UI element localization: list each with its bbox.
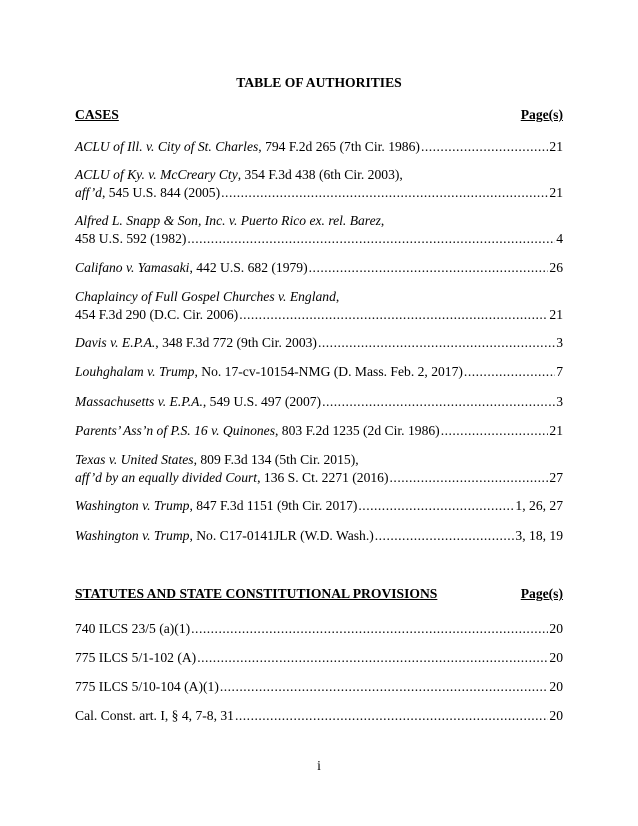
dot-leader (318, 334, 555, 352)
case-citation: , (335, 289, 340, 304)
case-citation: , No. C17-0141JLR (W.D. Wash.) (189, 528, 374, 543)
case-name: Texas v. United States (75, 452, 194, 467)
dot-leader (197, 649, 548, 667)
case-citation-2: , 545 U.S. 844 (2005) (101, 185, 221, 200)
case-page: 4 (556, 231, 563, 246)
statute-entry (75, 678, 563, 696)
case-entry (75, 166, 563, 202)
case-page: 21 (549, 139, 563, 154)
case-name: ACLU of Ill. v. City of St. Charles (75, 139, 259, 154)
case-citation: , 442 U.S. 682 (1979) (189, 260, 308, 275)
case-citation: , (380, 213, 385, 228)
dot-leader (239, 306, 548, 324)
cases-heading: CASES (75, 107, 119, 122)
dot-leader (390, 469, 549, 487)
dot-leader (191, 620, 548, 638)
case-entry (75, 393, 563, 411)
page-number: i (317, 758, 321, 773)
dot-leader (220, 678, 549, 696)
case-name: ACLU of Ky. v. McCreary Cty (75, 167, 238, 182)
case-entry (75, 212, 563, 248)
case-page: 26 (549, 260, 563, 275)
case-page: 3, 18, 19 (515, 528, 563, 543)
dot-leader (421, 138, 548, 156)
case-name: Parents’ Ass’n of P.S. 16 v. Quinones (75, 423, 275, 438)
case-page: 21 (549, 185, 563, 200)
case-entry (75, 138, 563, 156)
case-citation: , 354 F.3d 438 (6th Cir. 2003), (237, 167, 403, 182)
case-name: Alfred L. Snapp & Son, Inc. v. Puerto Rico ex. rel. Barez (75, 213, 381, 228)
statute-page: 20 (549, 708, 563, 723)
case-page: 21 (549, 423, 563, 438)
case-page: 7 (556, 364, 563, 379)
dot-leader (309, 259, 549, 277)
statute-entry (75, 707, 563, 725)
case-citation-2: 454 F.3d 290 (D.C. Cir. 2006) (75, 307, 239, 322)
case-entry (75, 334, 563, 352)
cases-page-label: Page(s) (520, 107, 563, 122)
case-name: Washington v. Trump (75, 528, 190, 543)
case-citation: , 348 F.3d 772 (9th Cir. 2003) (155, 335, 317, 350)
statute-text: 775 ILCS 5/1-102 (A) (75, 650, 197, 665)
case-name: Massachusetts v. E.P.A. (75, 394, 203, 409)
statute-entry (75, 620, 563, 638)
case-entry (75, 422, 563, 440)
dot-leader (441, 422, 549, 440)
statute-text: Cal. Const. art. I, § 4, 7-8, 31 (75, 708, 234, 723)
dot-leader (187, 230, 555, 248)
case-citation: , No. 17-cv-10154-NMG (D. Mass. Feb. 2, 2017) (194, 364, 463, 379)
case-subsequent-history: aff’d (75, 185, 102, 200)
dot-leader (221, 184, 548, 202)
dot-leader (322, 393, 555, 411)
case-entry (75, 451, 563, 487)
cases-heading-row (75, 107, 563, 123)
case-entry (75, 288, 563, 324)
case-citation: , 847 F.3d 1151 (9th Cir. 2017) (189, 498, 358, 513)
statute-entry (75, 649, 563, 667)
dot-leader (235, 707, 548, 725)
case-entry (75, 527, 563, 545)
case-entry (75, 259, 563, 277)
case-name: Louhghalam v. Trump (75, 364, 195, 379)
statutes-heading: STATUTES AND STATE CONSTITUTIONAL PROVISIONS (75, 586, 438, 601)
statute-text: 775 ILCS 5/10-104 (A)(1) (75, 679, 219, 694)
case-page: 3 (556, 335, 563, 350)
page-title: TABLE OF AUTHORITIES (236, 75, 402, 90)
case-page: 1, 26, 27 (515, 498, 563, 513)
case-page: 21 (549, 307, 563, 322)
statute-page: 20 (549, 650, 563, 665)
case-citation: , 809 F.3d 134 (5th Cir. 2015), (193, 452, 359, 467)
dot-leader (358, 497, 514, 515)
case-name: Califano v. Yamasaki (75, 260, 190, 275)
case-page: 27 (549, 470, 563, 485)
case-citation-2: 458 U.S. 592 (1982) (75, 231, 187, 246)
dot-leader (375, 527, 515, 545)
statute-text: 740 ILCS 23/5 (a)(1) (75, 621, 191, 636)
case-subsequent-history: aff’d by an equally divided Court (75, 470, 258, 485)
statute-page: 20 (549, 679, 563, 694)
case-name: Chaplaincy of Full Gospel Churches v. England (75, 289, 336, 304)
case-entry (75, 497, 563, 515)
statute-page: 20 (549, 621, 563, 636)
case-page: 3 (556, 394, 563, 409)
dot-leader (464, 363, 555, 381)
case-citation: , 549 U.S. 497 (2007) (202, 394, 322, 409)
case-entry (75, 363, 563, 381)
case-citation-2: , 136 S. Ct. 2271 (2016) (257, 470, 389, 485)
case-name: Davis v. E.P.A. (75, 335, 156, 350)
case-citation: , 794 F.2d 265 (7th Cir. 1986) (258, 139, 420, 154)
case-citation: , 803 F.2d 1235 (2d Cir. 1986) (275, 423, 440, 438)
statutes-page-label: Page(s) (520, 586, 563, 601)
case-name: Washington v. Trump (75, 498, 190, 513)
statutes-heading-row (75, 586, 563, 602)
